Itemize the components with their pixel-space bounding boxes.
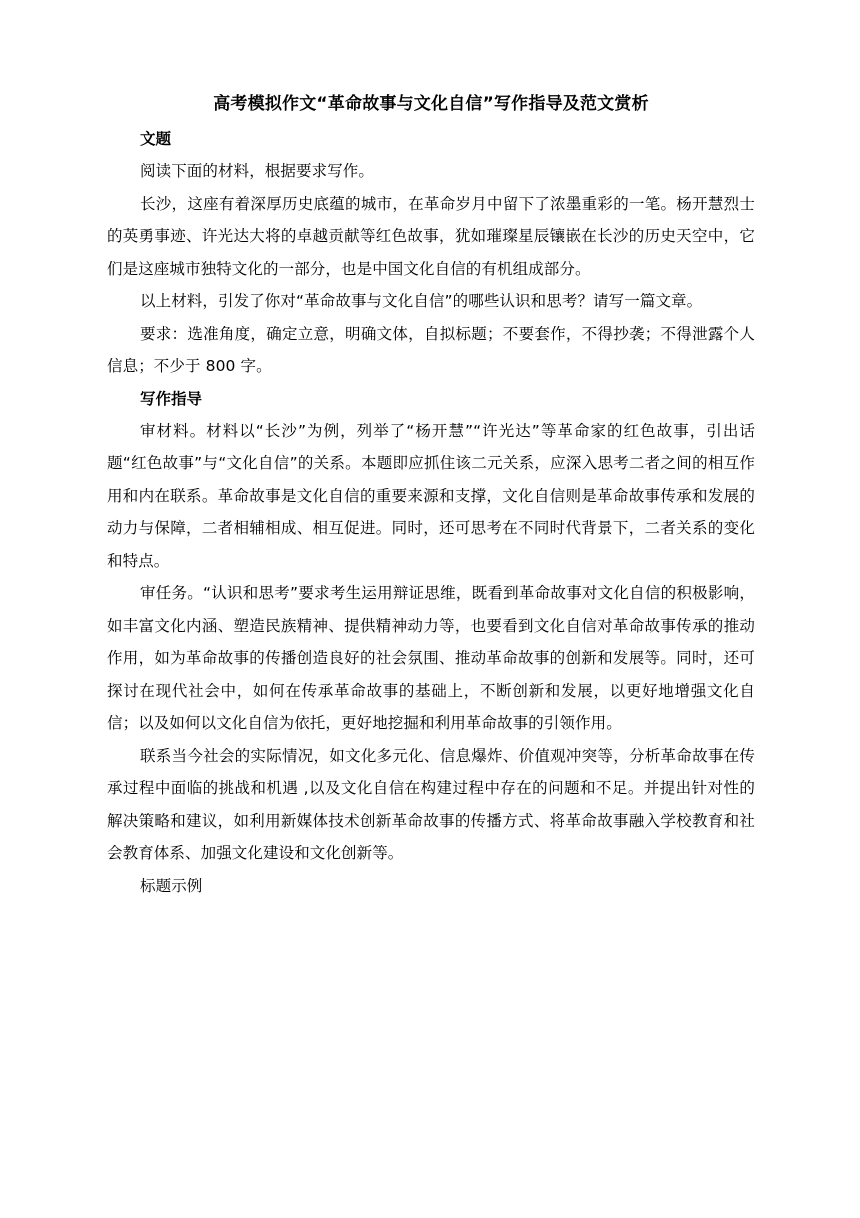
- paragraph-review-task: 审任务。“认识和思考”要求考生运用辩证思维，既看到革命故事对文化自信的积极影响，如丰富文化内涵、塑造民族精神、提供精神动力等，也要看到文化自信对革命故事传承的推动作用，如为革命故事的传播创造良好的社会氛围、推动革命故事的创新和发展等。同时，还可探讨在现代社会中，如何在传承革命故事的基础上，不断创新和发展，以更好地增强文化自信；以及如何以文化自信为依托，更好地挖掘和利用革命故事的引领作用。: [107, 584, 755, 732]
- document-title: 高考模拟作文“革命故事与文化自信”写作指导及范文赏析: [213, 94, 649, 114]
- document-page: [107, 82, 755, 902]
- paragraph-title-examples: 标题示例: [140, 876, 203, 895]
- paragraph-review-material: 审材料。材料以“长沙”为例，列举了“杨开慧”“许光达”等革命家的红色故事，引出话题“红色故事”与“文化自信”的关系。本题即应抓住该二元关系，应深入思考二者之间的相互作用和内在联系。革命故事是文化自信的重要来源和支撑，文化自信则是革命故事传承和发展的动力与保障，二者相辅相成、相互促进。同时，还可思考在不同时代背景下，二者关系的变化和特点。: [107, 421, 755, 570]
- guide-heading: 写作指导: [140, 389, 203, 408]
- paragraph-prompt: 以上材料，引发了你对“革命故事与文化自信”的哪些认识和思考？请写一篇文章。: [140, 292, 703, 310]
- paragraph-requirements: 要求：选准角度，确定立意，明确文体，自拟标题；不要套作，不得抄袭；不得泄露个人信息；不少于 800 字。: [107, 324, 755, 375]
- paragraph-material: 长沙，这座有着深厚历史底蕴的城市，在革命岁月中留下了浓墨重彩的一笔。杨开慧烈士的英勇事迹、许光达大将的卓越贡献等红色故事，犹如璀璨星辰镶嵌在长沙的历史天空中，它们是这座城市独特文化的一部分，也是中国文化自信的有机组成部分。: [107, 194, 755, 278]
- topic-heading: 文题: [140, 130, 172, 148]
- paragraph-social-context: 联系当今社会的实际情况，如文化多元化、信息爆炸、价值观冲突等，分析革命故事在传承过程中面临的挑战和机遇 ,以及文化自信在构建过程中存在的问题和不足。并提出针对性的解决策略和建议，如利用新媒体技术创新革命故事的传播方式、将革命故事融入学校教育和社会教育体系、加强文化建设和文化创新等。: [107, 746, 755, 862]
- paragraph-instruction: 阅读下面的材料，根据要求写作。: [140, 162, 375, 180]
